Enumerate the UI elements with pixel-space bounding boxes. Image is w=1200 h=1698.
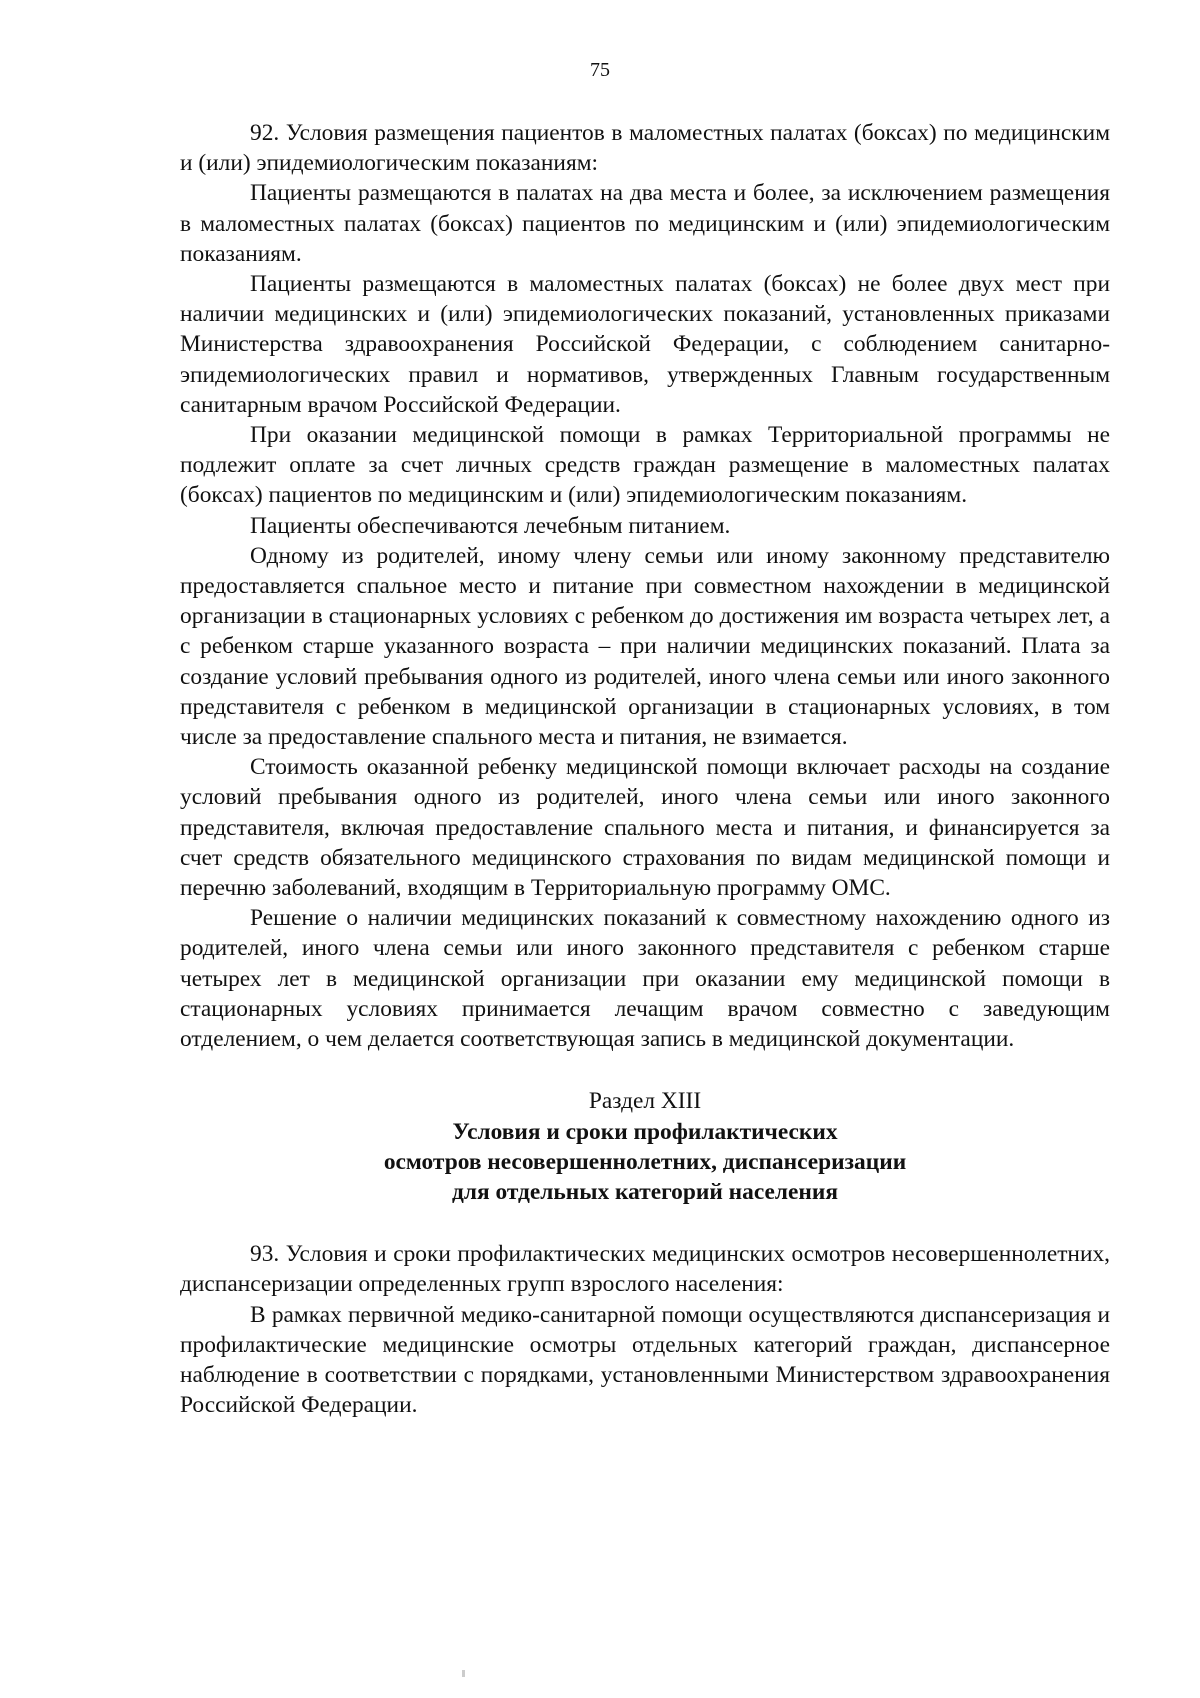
paragraph: Пациенты обеспечиваются лечебным питанием. <box>250 512 731 539</box>
paragraph-92-heading: 92. Условия размещения пациентов в маломестных палатах (боксах) по медицинским и (или) эпидемиологическим показаниям: <box>180 120 1110 177</box>
paragraph: Одному из родителей, иному члену семьи или иному законному представителю предоставляется спальное место и питание при совместном нахождении в медицинской организации в стационарных условиях с ребенком до достижения им возраста четырех лет, а с ребенком старше указанного возраста – при наличии медицинских показаний. Плата за создание условий пребывания одного из родителей, иного члена семьи или иного законного представителя с ребенком в медицинской организации в стационарных условиях, в том числе за предоставление спального места и питания, не взимается. <box>180 542 1110 751</box>
document-body <box>180 118 1110 1420</box>
section-title-line: Условия и сроки профилактических <box>452 1118 838 1145</box>
paragraph-93-heading: 93. Условия и сроки профилактических медицинских осмотров несовершеннолетних, диспансеризации определенных групп взрослого населения: <box>180 1241 1110 1298</box>
scan-artifact <box>462 1670 465 1677</box>
paragraph: Пациенты размещаются в маломестных палатах (боксах) не более двух мест при наличии медицинских и (или) эпидемиологических показаний, установленных приказами Министерства здравоохранения Российской Федерации, с соблюдением санитарно-эпидемиологических правил и нормативов, утвержденных Главным государственным санитарным врачом Российской Федерации. <box>180 271 1110 418</box>
section-title <box>180 1117 1110 1208</box>
section-title-line: для отдельных категорий населения <box>452 1178 838 1205</box>
paragraph: При оказании медицинской помощи в рамках Территориальной программы не подлежит оплате за счет личных средств граждан размещение в маломестных палатах (боксах) пациентов по медицинским и (или) эпидемиологическим показаниям. <box>180 422 1110 509</box>
paragraph: Стоимость оказанной ребенку медицинской помощи включает расходы на создание условий пребывания одного из родителей, иного члена семьи или иного законного представителя, включая предоставление спального места и питания, и финансируется за счет средств обязательного медицинского страхования по видам медицинской помощи и перечню заболеваний, входящим в Территориальную программу ОМС. <box>180 754 1110 902</box>
paragraph: Решение о наличии медицинских показаний к совместному нахождению одного из родителей, иного члена семьи или иного законного представителя с ребенком старше четырех лет в медицинской организации при оказании ему медицинской помощи в стационарных условиях принимается лечащим врачом совместно с заведующим отделением, о чем делается соответствующая запись в медицинской документации. <box>180 905 1110 1053</box>
section-title-line: осмотров несовершеннолетних, диспансеризации <box>383 1148 907 1175</box>
section-label: Раздел XIII <box>588 1088 702 1115</box>
section-heading <box>180 1086 1110 1207</box>
paragraph: Пациенты размещаются в палатах на два места и более, за исключением размещения в маломестных палатах (боксах) пациентов по медицинским и (или) эпидемиологическим показаниям. <box>180 180 1110 267</box>
page-number: 75 <box>590 59 610 81</box>
paragraph: В рамках первичной медико-санитарной помощи осуществляются диспансеризация и профилактические медицинские осмотры отдельных категорий граждан, диспансерное наблюдение в соответствии с порядками, установленными Министерством здравоохранения Российской Федерации. <box>180 1301 1110 1419</box>
